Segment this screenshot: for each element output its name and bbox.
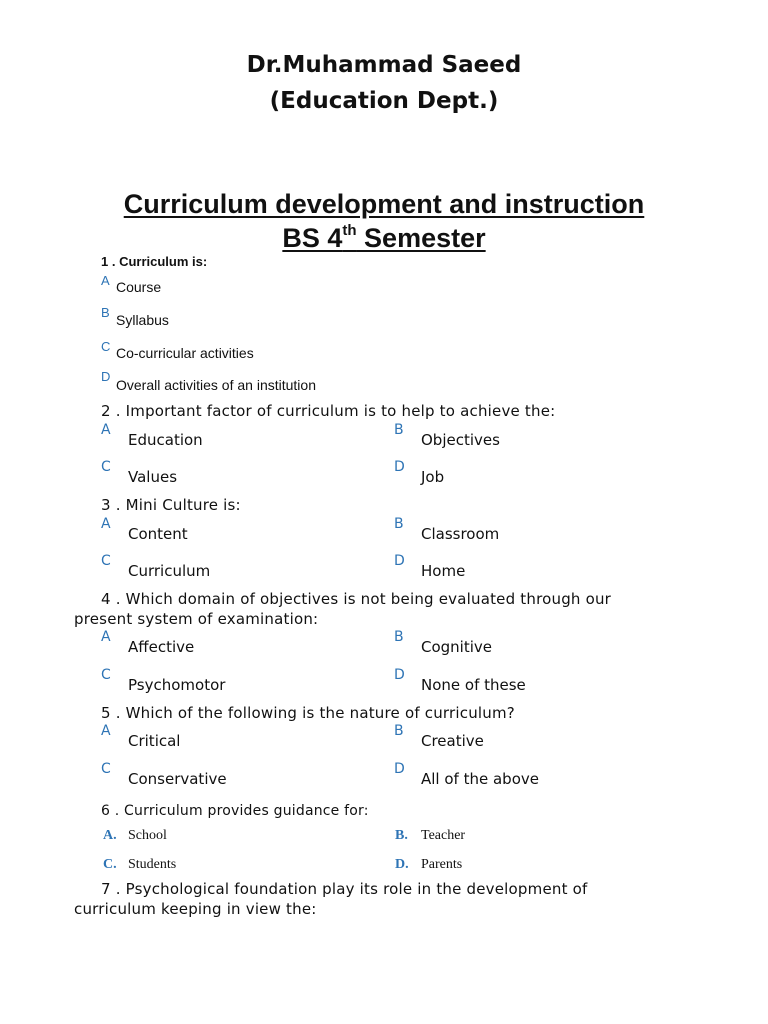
q5-option-a: Critical bbox=[128, 732, 181, 750]
q1-option-a: Course bbox=[116, 279, 162, 295]
q3-marker-a: A bbox=[101, 516, 111, 532]
q5-option-c: Conservative bbox=[128, 770, 227, 788]
q3-option-d: Home bbox=[421, 562, 466, 580]
q5-option-b: Creative bbox=[421, 732, 484, 750]
question-1: 1 . Curriculum is: bbox=[101, 254, 208, 269]
author-name: Dr.Muhammad Saeed bbox=[246, 52, 522, 78]
q1-marker-a: A bbox=[101, 273, 110, 288]
q4-marker-b: B bbox=[394, 629, 404, 645]
q4-option-d: None of these bbox=[421, 676, 526, 694]
question-7-line-2: curriculum keeping in view the: bbox=[74, 900, 317, 918]
q6-option-a: School bbox=[128, 828, 167, 843]
q2-marker-d: D bbox=[394, 459, 405, 475]
q6-option-b: Teacher bbox=[421, 828, 466, 843]
q6-option-d: Parents bbox=[421, 857, 463, 872]
q1-option-b: Syllabus bbox=[116, 312, 169, 328]
q4-option-b: Cognitive bbox=[421, 638, 493, 656]
question-4-line-2: present system of examination: bbox=[74, 610, 319, 628]
document-title: Curriculum development and instruction bbox=[123, 189, 645, 219]
q3-option-b: Classroom bbox=[421, 525, 500, 543]
q3-option-c: Curriculum bbox=[128, 562, 211, 580]
q1-marker-b: B bbox=[101, 305, 110, 320]
q4-marker-a: A bbox=[101, 629, 111, 645]
q4-option-c: Psychomotor bbox=[128, 676, 226, 694]
q3-option-a: Content bbox=[128, 525, 188, 543]
q2-option-d: Job bbox=[421, 468, 445, 486]
q5-marker-b: B bbox=[394, 723, 404, 739]
q5-marker-a: A bbox=[101, 723, 111, 739]
q2-marker-a: A bbox=[101, 422, 111, 438]
q1-marker-c: C bbox=[101, 339, 111, 354]
question-7-line-1: 7 . Psychological foundation play its role in the development of bbox=[101, 880, 588, 898]
q5-marker-d: D bbox=[394, 761, 405, 777]
subtitle-suffix: Semester bbox=[356, 223, 486, 253]
subtitle-prefix: BS 4 bbox=[282, 223, 343, 253]
q3-marker-b: B bbox=[394, 516, 404, 532]
q6-marker-b: B. bbox=[395, 828, 408, 843]
q2-option-c: Values bbox=[128, 468, 178, 486]
question-2: 2 . Important factor of curriculum is to help to achieve the: bbox=[101, 402, 556, 420]
question-3: 3 . Mini Culture is: bbox=[101, 496, 241, 514]
document-subtitle bbox=[0, 223, 768, 254]
q5-marker-c: C bbox=[101, 761, 111, 777]
q3-marker-d: D bbox=[394, 553, 405, 569]
q5-option-d: All of the above bbox=[421, 770, 539, 788]
subtitle-superscript: th bbox=[342, 222, 357, 239]
question-5: 5 . Which of the following is the nature of curriculum? bbox=[101, 704, 515, 722]
q4-option-a: Affective bbox=[128, 638, 195, 656]
q2-marker-c: C bbox=[101, 459, 111, 475]
q6-option-c: Students bbox=[128, 857, 177, 872]
q1-marker-d: D bbox=[101, 369, 111, 384]
q1-option-d: Overall activities of an institution bbox=[116, 377, 316, 393]
q2-option-b: Objectives bbox=[421, 431, 500, 449]
q4-marker-c: C bbox=[101, 667, 111, 683]
question-4-line-1: 4 . Which domain of objectives is not being evaluated through our bbox=[101, 590, 612, 608]
q6-marker-c: C. bbox=[103, 857, 117, 872]
q4-marker-d: D bbox=[394, 667, 405, 683]
q1-option-c: Co-curricular activities bbox=[116, 345, 254, 361]
q3-marker-c: C bbox=[101, 553, 111, 569]
q2-option-a: Education bbox=[128, 431, 203, 449]
q6-marker-d: D. bbox=[395, 857, 409, 872]
department: (Education Dept.) bbox=[269, 88, 499, 114]
q2-marker-b: B bbox=[394, 422, 404, 438]
q6-marker-a: A. bbox=[103, 828, 117, 843]
question-6: 6 . Curriculum provides guidance for: bbox=[101, 803, 369, 819]
